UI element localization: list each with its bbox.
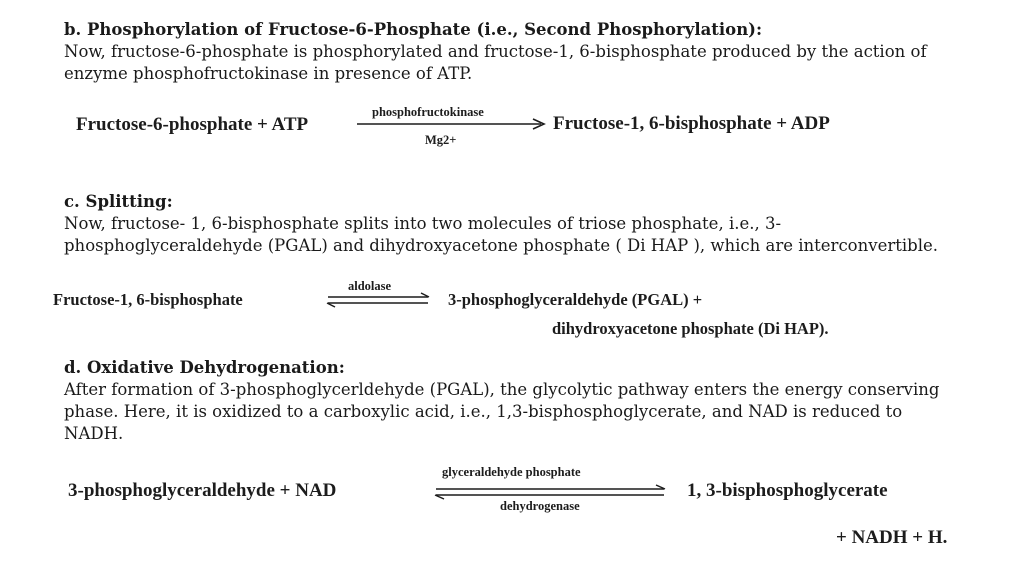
section-c-body: Now, fructose- 1, 6-bisphosphate splits into two molecules of triose phosphate, i.e., 3-phosphoglyceraldehyde (PGAL) and dihydroxyacetone phosphate ( Di HAP ), which are interconvertible. bbox=[64, 214, 938, 255]
eq3-enzyme-bottom: dehydrogenase bbox=[500, 499, 580, 513]
eq1-products: Fructose-1, 6-bisphosphate + ADP bbox=[553, 113, 830, 134]
eq1-reactants: Fructose-6-phosphate + ATP bbox=[76, 114, 309, 135]
section-b-body: Now, fructose-6-phosphate is phosphorylated and fructose-1, 6-bisphosphate produced by the action of enzyme phosphofructokinase in presence of ATP. bbox=[64, 42, 927, 83]
section-d-heading: d. Oxidative Dehydrogenation: bbox=[64, 358, 345, 377]
eq3-product-2: + NADH + H. bbox=[836, 527, 948, 548]
eq2-enzyme: aldolase bbox=[348, 279, 392, 293]
eq3-product-1: 1, 3-bisphosphoglycerate bbox=[687, 480, 888, 501]
section-c-heading: c. Splitting: bbox=[64, 192, 173, 211]
eq3-equilibrium-arrow-icon bbox=[436, 485, 666, 499]
eq2-reactant: Fructose-1, 6-bisphosphate bbox=[53, 290, 243, 309]
section-b-heading: b. Phosphorylation of Fructose-6-Phosphate (i.e., Second Phosphorylation): bbox=[64, 20, 763, 39]
eq3-enzyme-top: glyceraldehyde phosphate bbox=[442, 465, 581, 479]
section-d-body: After formation of 3-phosphoglycerldehyde (PGAL), the glycolytic pathway enters the energy conserving phase. Here, it is oxidized to a carboxylic acid, i.e., 1,3-bisphosphoglycerate, and NAD is reduced to NADH. bbox=[64, 380, 940, 443]
eq2-product-2: dihydroxyacetone phosphate (Di HAP). bbox=[552, 319, 829, 338]
eq1-enzyme: phosphofructokinase bbox=[372, 105, 484, 119]
eq2-product-1: 3-phosphoglyceraldehyde (PGAL) + bbox=[448, 290, 703, 309]
section-d bbox=[64, 357, 964, 445]
section-c bbox=[64, 191, 964, 257]
eq3-reactants: 3-phosphoglyceraldehyde + NAD bbox=[68, 480, 337, 501]
eq2-equilibrium-arrow-icon bbox=[328, 293, 432, 307]
eq1-arrow-icon bbox=[357, 118, 547, 130]
section-b bbox=[64, 19, 964, 85]
eq1-cofactor: Mg2+ bbox=[425, 133, 457, 147]
